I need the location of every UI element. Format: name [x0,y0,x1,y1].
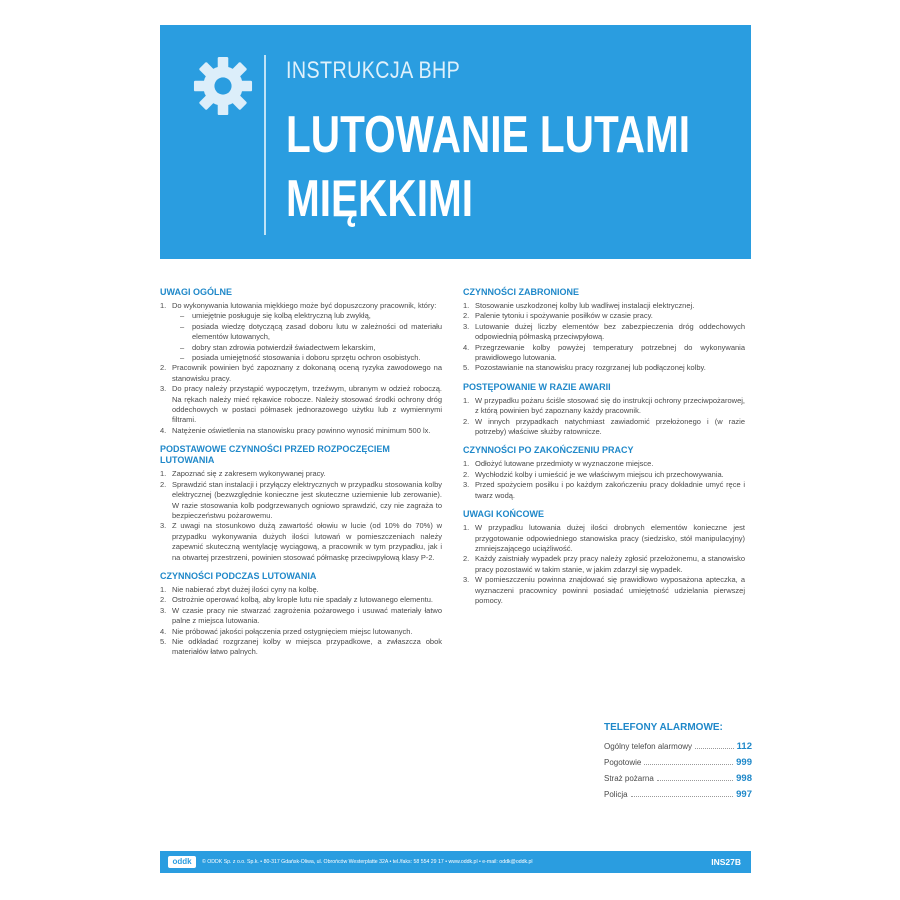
item-number: 1. [160,469,167,479]
item-text: Każdy zaistniały wypadek przy pracy należy zgłosić przełożonemu, a stanowisko pracy pozostawić w takim stanie, w jakim zdarzył się wypadek. [475,554,745,574]
phone-list [604,739,752,803]
item-text: W czasie pracy nie stwarzać zagrożenia pożarowego i usuwać materiały łatwo palne z miejsca lutowania. [172,605,442,626]
section-title: UWAGI OGÓLNE [160,287,232,297]
footer-bar [160,851,751,873]
item-number: 3. [463,321,470,331]
item-number: 3. [463,575,470,585]
list-item [160,363,442,384]
item-text: Odłożyć lutowane przedmioty w wyznaczone miejsce. [475,459,654,469]
document-code: INS27B [711,857,741,867]
item-number: 1. [160,584,167,594]
phone-number: 997 [736,789,752,800]
list-item [463,363,745,373]
gear-icon [190,53,256,119]
section-title: CZYNNOŚCI PODCZAS LUTOWANIA [160,570,317,581]
list-item [160,595,442,605]
section-title: POSTĘPOWANIE W RAZIE AWARII [463,381,611,392]
phones-title: TELEFONY ALARMOWE: [604,722,723,733]
phone-label: Straż pożarna [604,774,654,783]
item-text: Nie próbować jakości połączenia przed ostygnięciem miejsc lutowanych. [172,626,413,636]
item-number: 2. [463,311,470,321]
list-item [463,311,745,321]
sub-item [172,343,442,353]
phone-number: 112 [736,741,752,752]
item-number: 2. [160,479,167,489]
list-item [160,637,442,658]
footer-contact: © ODDK Sp. z o.o. Sp.k. • 80-317 Gdańsk-Oliwa, ul. Obrońców Westerplatte 32A • tel./faks: 58 554 29 17 • www.oddk.pl • e-mail: oddk@oddk.pl [202,859,533,865]
dash-bullet: – [180,321,185,331]
dot-leader [657,780,733,781]
company-logo: oddk [168,856,196,868]
item-text: W pomieszczeniu powinna znajdować się prawidłowo wyposażona apteczka, a wyznaczeni pracownicy powinni posiadać umiejętność udzielania pierwszej pomocy. [475,575,745,605]
list-item [463,343,745,364]
item-text: Stosowanie uszkodzonej kolby lub wadliwej instalacji elektrycznej. [475,301,695,310]
section [160,571,442,658]
sub-list [172,311,442,363]
numbered-list [160,585,442,658]
item-number: 5. [160,636,167,646]
right-column [463,287,745,614]
sub-item [172,353,442,363]
item-text: Nie odkładać rozgrzanej kolby w miejsca przypadkowe, a zwłaszcza obok materiałów łatwo palnych. [172,636,442,657]
header-kicker: INSTRUKCJA BHP [286,57,461,84]
item-number: 2. [160,363,167,373]
sub-item [172,311,442,321]
section [160,287,442,436]
list-item [463,523,745,554]
item-number: 4. [160,425,167,435]
numbered-list [463,459,745,501]
section [463,445,745,501]
item-number: 1. [463,395,470,405]
numbered-list [160,469,442,563]
list-item [160,469,442,479]
list-item [160,521,442,563]
list-item [463,417,745,438]
phone-row [604,787,752,803]
section-title: CZYNNOŚCI PO ZAKOŃCZENIU PRACY [463,445,634,456]
item-text: Przed spożyciem posiłku i po każdym zakończeniu pracy dokładnie umyć ręce i twarz wodą. [475,480,745,500]
sub-item [172,322,442,343]
section-title: CZYNNOŚCI ZABRONIONE [463,287,580,297]
numbered-list [463,396,745,438]
header-banner [160,25,751,259]
item-number: 1. [160,301,167,310]
list-item [463,396,745,417]
sub-item-text: dobry stan zdrowia potwierdził świadectwem lekarskim, [192,342,376,352]
list-item [160,384,442,426]
phone-number: 999 [736,757,752,768]
phone-label: Policja [604,790,628,799]
section-title: UWAGI KOŃCOWE [463,509,544,520]
page-title: LUTOWANIE LUTAMI MIĘKKIMI [286,106,691,228]
item-number: 3. [160,605,167,615]
list-item [463,470,745,480]
phone-row [604,755,752,771]
item-text: W innych przypadkach natychmiast zawiadomić przełożonego i (w razie potrzeby) właściwe służby ratownicze. [475,416,745,437]
item-text: Nie nabierać zbyt dużej ilości cyny na kolbę. [172,584,319,594]
sub-item-text: posiada umiejętność stosowania i doboru sprzętu ochron osobistych. [192,353,421,363]
item-number: 4. [463,342,470,352]
item-number: 3. [160,521,167,531]
dash-bullet: – [180,353,185,363]
item-text: Wychłodzić kolby i umieścić je we właściwym miejscu ich przechowywania. [475,469,724,479]
list-item [160,606,442,627]
list-item [160,480,442,522]
item-text: W przypadku lutowania dużej ilości drobnych elementów konieczne jest przygotowanie odpowiedniego stanowiska pracy (siedzisko, stół manipulacyjny) zmniejszającego uciążliwość. [475,523,745,553]
phone-label: Ogólny telefon alarmowy [604,742,693,751]
item-text: Pracownik powinien być zapoznany z dokonaną oceną ryzyka zawodowego na stanowisku pracy. [172,363,442,383]
phone-number: 998 [736,773,752,784]
item-text: Przegrzewanie kolby powyżej temperatury potrzebnej do wykonywania prawidłowego lutowania. [475,342,745,363]
dot-leader [695,748,734,749]
list-item [160,426,442,436]
instruction-sheet [160,25,751,875]
item-text: Natężenie oświetlenia na stanowisku pracy powinno wynosić minimum 500 lx. [172,425,431,435]
item-text: Do wykonywania lutowania miękkiego może być dopuszczony pracownik, który: [172,301,437,310]
phone-row [604,739,752,755]
dash-bullet: – [180,311,185,321]
item-text: Palenie tytoniu i spożywanie posiłków w czasie pracy. [475,311,653,321]
list-item [160,627,442,637]
dash-bullet: – [180,342,185,352]
header-divider [264,55,266,235]
phone-label: Pogotowie [604,758,642,767]
item-number: 1. [463,459,470,469]
phone-row [604,771,752,787]
item-number: 2. [160,595,167,605]
item-text: Ostrożnie operować kolbą, aby krople lutu nie spadały z lutowanego elementu. [172,595,433,605]
list-item [463,459,745,469]
item-text: Do pracy należy przystąpić wypoczętym, trzeźwym, ubranym w odzież roboczą. Na rękach należy mieć rękawice robocze. Należy stosować środki ochrony dróg oddechowych w postaci półmasek jednorazowego użytku lub z wymiennymi filtrami. [172,384,442,425]
section [160,444,442,563]
numbered-list [463,301,745,374]
section [463,382,745,438]
emergency-phones [604,722,752,803]
item-number: 2. [463,554,470,564]
item-text: Pozostawianie na stanowisku pracy rozgrzanej lub podłączonej kolby. [475,363,706,373]
list-item [463,301,745,311]
item-number: 2. [463,469,470,479]
item-number: 4. [160,626,167,636]
list-item [463,322,745,343]
item-number: 5. [463,363,470,373]
section [463,287,745,374]
list-item [463,554,745,575]
sub-item-text: umiejętnie posługuje się kolbą elektryczną lub zwykłą, [192,311,371,321]
list-item [160,301,442,363]
section [463,509,745,606]
left-column [160,287,442,666]
numbered-list [463,523,745,606]
numbered-list [160,301,442,436]
section-title: PODSTAWOWE CZYNNOŚCI PRZED ROZPOCZĘCIEM LUTOWANIA [160,444,390,466]
dot-leader [644,764,733,765]
dot-leader [631,796,734,797]
item-text: Z uwagi na stosunkowo dużą zawartość ołowiu w lucie (od 10% do 70%) w przypadku wykonywania dużych ilości lutowań w pomieszczeniach należy zapewnić skuteczną wentylację wyciągową, a pracownik w tym przypadku, jak i na otwartej przestrzeni, powinien stosować półmaskę przeciwpyłową klasy P-2. [172,521,442,562]
item-number: 1. [463,523,470,533]
item-number: 2. [463,416,470,426]
item-number: 3. [160,384,167,394]
item-number: 1. [463,301,470,310]
sub-item-text: posiada wiedzę dotyczącą zasad doboru lutu w zależności od materiału elementów lutowanych, [192,321,442,342]
item-text: Zapoznać się z zakresem wykonywanej pracy. [172,469,326,479]
list-item [160,585,442,595]
item-text: Lutowanie dużej liczby elementów bez zabezpieczenia dróg oddechowych odpowiednią półmaską przeciwpyłową. [475,321,745,342]
item-text: W przypadku pożaru ściśle stosować się do instrukcji ochrony przeciwpożarowej, z którą powinien być zapoznany każdy pracownik. [475,395,745,416]
item-number: 3. [463,480,470,490]
list-item [463,480,745,501]
item-text: Sprawdzić stan instalacji i przyłączy elektrycznych w przypadku stosowania kolby elektrycznej (bezwzględnie konieczne jest skuteczne uziemienie lub zerowanie). W razie stosowania kolb podgrzewanych ogniowo sprawdzić, czy nie zagraża to bezpieczeństwu pożarowemu. [172,479,442,520]
list-item [463,575,745,606]
